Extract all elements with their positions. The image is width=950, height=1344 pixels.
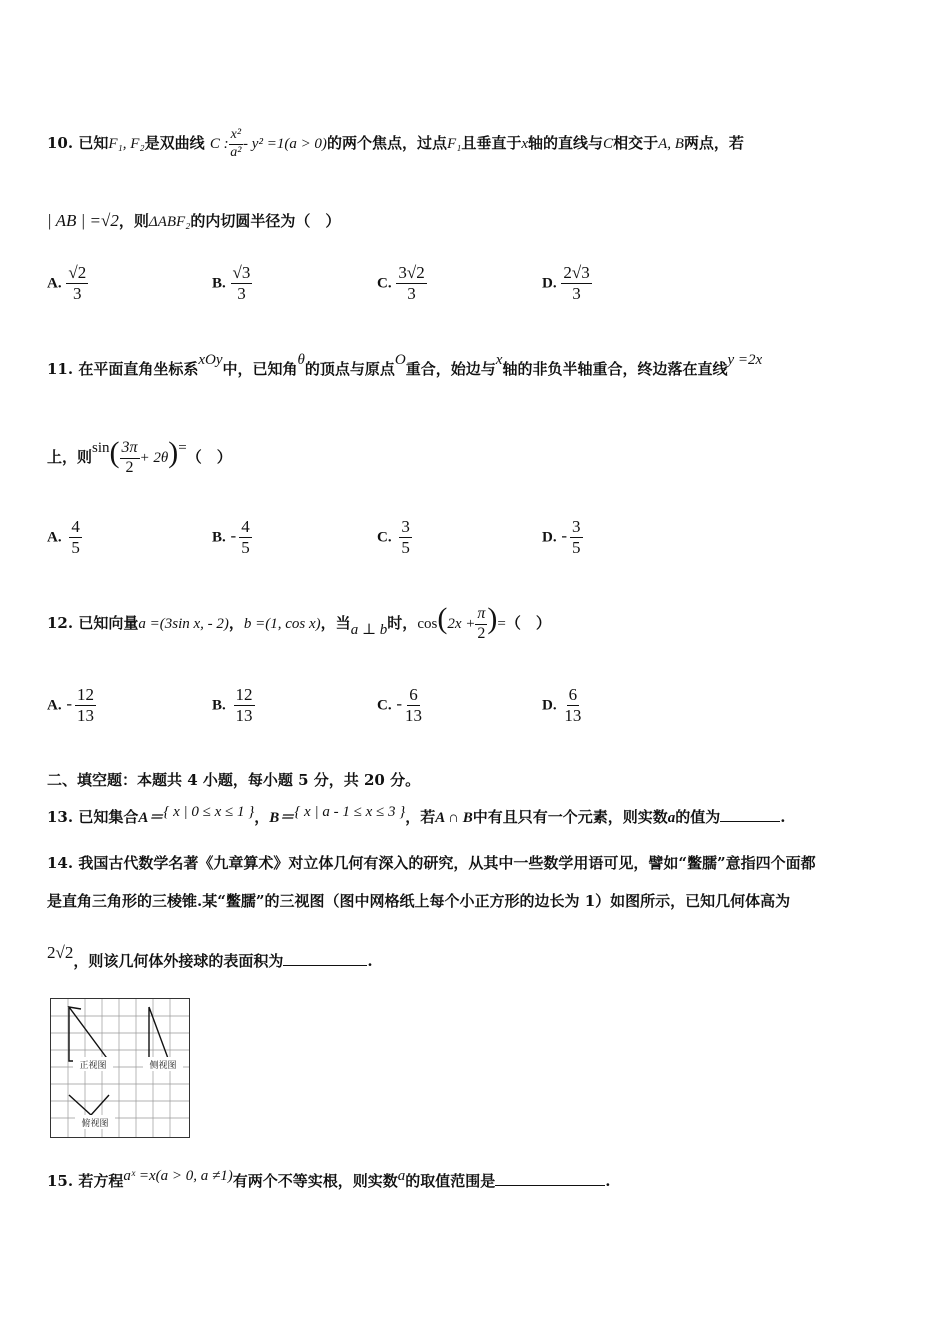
q11-line1: 11. 在平面直角坐标系xOy中，已知角θ的顶点与原点O重合，始边与x轴的非负半轴重合，终边落在直线y =2x <box>47 352 763 378</box>
q11-line2: 上，则sin( $\frac{3\pi}{2}$ + 2θ)=（ ） <box>47 436 232 476</box>
top-view-label: 俯视图 <box>81 1119 109 1129</box>
section-heading: 二、填空题：本题共 4 小题，每小题 5 分，共 20 分。 <box>47 771 421 789</box>
q12-line1: 12. 已知向量a =(3sin x, - 2)，b =(1, cos x)，当a ⊥ b时，cos(2x + $\frac{\pi}{2}$ )=（ ） <box>47 602 551 642</box>
q15-number: 15. <box>47 1172 74 1190</box>
q14-line3: 2√2，则该几何体外接球的表面积为 . <box>47 943 373 970</box>
q10-number: 10. <box>47 134 74 153</box>
q10-option-c[interactable]: C. $\frac{3√2}{3}$ <box>377 263 425 303</box>
q11-option-c[interactable]: C. $\frac{3}{5}$ <box>377 517 410 557</box>
q12-option-b[interactable]: B. $\frac{12}{13}$ <box>212 685 253 725</box>
q13-answer-blank[interactable] <box>720 807 780 822</box>
q12-option-a[interactable]: A. - $\frac{12}{13}$ <box>47 685 95 725</box>
q10-option-a[interactable]: A. $\frac{√2}{3}$ <box>47 263 87 303</box>
q10-option-b[interactable]: B. $\frac{√3}{3}$ <box>212 263 251 303</box>
q13-line: 13. 已知集合A＝{ x | 0 ≤ x ≤ 1 }，B＝{ x | a - 1 ≤ x ≤ 3 }，若A ∩ B中有且只有一个元素，则实数a的值为 . <box>47 804 786 826</box>
q11-number: 11. <box>47 360 74 378</box>
q11-option-b[interactable]: B. - $\frac{4}{5}$ <box>212 517 250 557</box>
q10-fraction: $\frac{\text{x²}}{\text{a²}}$ <box>230 127 242 160</box>
q14-number: 14. <box>47 854 74 872</box>
three-view-figure <box>50 998 190 1138</box>
q11-option-d[interactable]: D. - $\frac{3}{5}$ <box>542 517 581 557</box>
q12-option-d[interactable]: D. $\frac{6}{13}$ <box>542 685 582 725</box>
q15-answer-blank[interactable] <box>495 1171 605 1186</box>
q14-line1: 14. 我国古代数学名著《九章算术》对立体几何有深入的研究，从其中一些数学用语可见，譬如“鳖臑”意指四个面都 <box>47 854 816 872</box>
q11-option-a[interactable]: A. $\frac{4}{5}$ <box>47 517 80 557</box>
top-view-shape <box>69 1095 109 1115</box>
front-view-label: 正视图 <box>79 1061 107 1071</box>
q10-line2: | AB | =√2，则ΔABF₂的内切圆半径为（ ） <box>47 211 341 230</box>
q10-line1: 10. 已知F₁, F₂是双曲线 C : $\frac{\text{x²}}{\text{a²}}$ - y² =1(a > 0)的两个焦点，过点F₁且垂直于x轴的直线与C相交于A, B两点，若 <box>47 127 744 160</box>
three-view-diagram <box>51 999 189 1137</box>
q12-option-c[interactable]: C. - $\frac{6}{13}$ <box>377 685 423 725</box>
q12-number: 12. <box>47 614 74 632</box>
front-view-shape <box>69 1007 109 1061</box>
q15-line: 15. 若方程aˣ =x(a > 0, a ≠1)有两个不等实根，则实数a的取值范围是 . <box>47 1168 611 1190</box>
q13-number: 13. <box>47 808 74 826</box>
q14-answer-blank[interactable] <box>283 951 367 966</box>
q10-option-d[interactable]: D. $\frac{2√3}{3}$ <box>542 263 590 303</box>
side-view-shape <box>149 1007 169 1061</box>
q14-line2: 是直角三角形的三棱锥.某“鳖臑”的三视图（图中网格纸上每个小正方形的边长为 1）如图所示，已知几何体高为 <box>47 892 791 910</box>
side-view-label: 侧视图 <box>149 1061 177 1071</box>
